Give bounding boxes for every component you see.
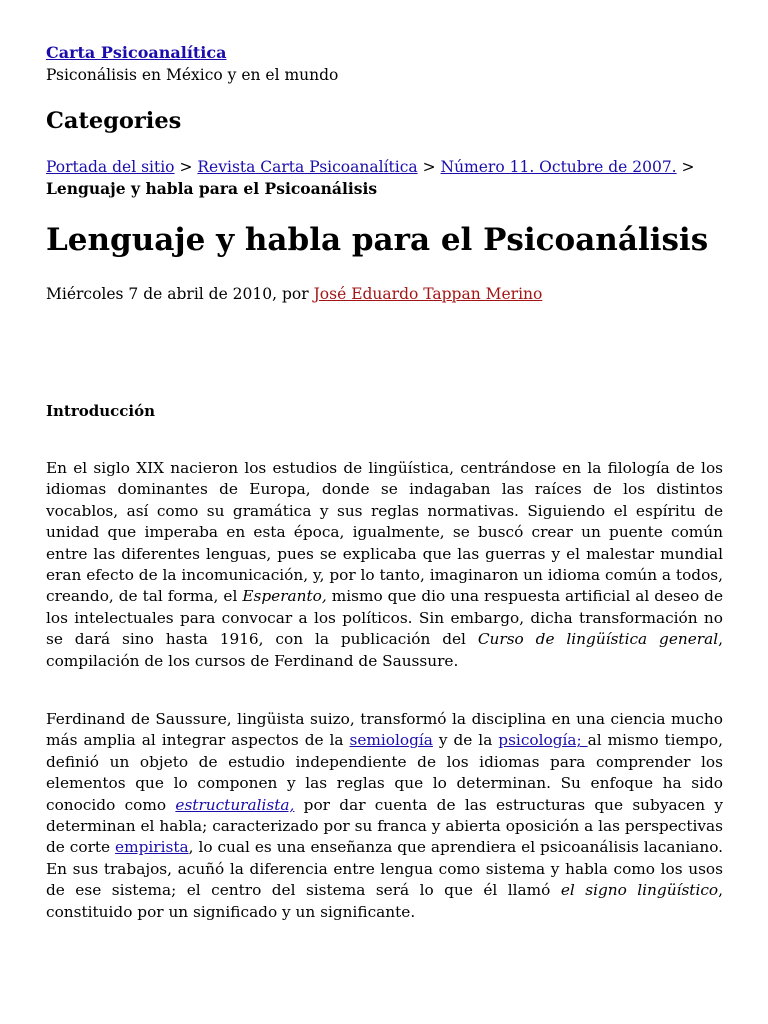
site-subtitle: Psiconálisis en México y en el mundo bbox=[46, 66, 339, 84]
estructuralista-emphasis: estructuralista, bbox=[175, 795, 295, 814]
breadcrumb bbox=[46, 157, 723, 200]
breadcrumb-issue-link[interactable]: Número 11. Octubre de 2007. bbox=[440, 158, 677, 176]
article-byline bbox=[46, 284, 542, 304]
paragraph-text: , lo cual es una enseñanza que aprendiera el psicoanálisis lacaniano. En sus trabajos, acuñó la diferencia entre lengua como sistema y habla como los usos de ese sistema; el centro del sistema será lo que él llamó bbox=[46, 838, 724, 900]
paragraph-text: En el siglo XIX nacieron los estudios de lingüística, centrándose en la filología de los idiomas dominantes de Europa, donde se indagaban las raíces de los distintos vocablos, así como su gramática y sus reglas normativas. Siguiendo el espíritu de unidad que imperaba en esta época, igualmente, se buscó crear un puente común entre las diferentes lenguas, pues se explicaba que las guerras y el malestar mundial eran efecto de la incomunicación, y, por lo tanto, imaginaron un idioma común a todos, creando, de tal forma, el bbox=[46, 459, 723, 606]
byline-date: Miércoles 7 de abril de 2010, por bbox=[46, 285, 309, 303]
article-paragraph-2 bbox=[46, 709, 723, 923]
curso-emphasis: Curso de lingüística general bbox=[477, 630, 719, 649]
estructuralista-link[interactable] bbox=[175, 796, 294, 814]
signo-emphasis: el signo lingüístico bbox=[560, 881, 719, 900]
paragraph-text: mismo que dio una respuesta artificial al deseo de los intelectuales para convocar a los políticos. Sin embargo, dicha transformación no se dará sino hasta 1916, con la publicación del bbox=[46, 587, 723, 649]
author-link[interactable]: José Eduardo Tappan Merino bbox=[313, 285, 543, 303]
paragraph-text: , constituido por un significado y un significante. bbox=[46, 881, 723, 921]
article-title: Lenguaje y habla para el Psicoanálisis bbox=[46, 222, 709, 258]
section-heading: Introducción bbox=[46, 402, 156, 420]
breadcrumb-separator: > bbox=[179, 158, 193, 176]
paragraph-text: por dar cuenta de las estructuras que subyacen y determinan el habla; caracterizado por su franca y abierta oposición a las perspectivas de corte bbox=[46, 795, 724, 857]
psicologia-link[interactable]: psicología; bbox=[498, 731, 588, 750]
article-paragraph-1 bbox=[46, 458, 723, 672]
paragraph-text: y de la bbox=[432, 731, 499, 750]
paragraph-text: Ferdinand de Saussure, lingüista suizo, transformó la disciplina en una ciencia mucho más amplia al integrar aspectos de la bbox=[46, 710, 723, 750]
breadcrumb-current: Lenguaje y habla para el Psicoanálisis bbox=[46, 179, 378, 198]
paragraph-text: , compilación de los cursos de Ferdinand de Saussure. bbox=[46, 630, 723, 670]
site-title-link[interactable]: Carta Psicoanalítica bbox=[46, 43, 227, 62]
semiologia-link[interactable]: semiología bbox=[349, 731, 433, 750]
breadcrumb-home-link[interactable]: Portada del sitio bbox=[46, 158, 175, 176]
breadcrumb-separator: > bbox=[422, 158, 436, 176]
categories-heading: Categories bbox=[46, 108, 182, 134]
empirista-link[interactable]: empirista bbox=[115, 838, 189, 857]
paragraph-text: al mismo tiempo, definió un objeto de estudio independiente de los idiomas para comprender los elementos que lo componen y las reglas que lo determinan. Su enfoque ha sido conocido como bbox=[46, 731, 723, 814]
esperanto-emphasis: Esperanto, bbox=[242, 587, 327, 606]
breadcrumb-separator: > bbox=[681, 158, 695, 176]
breadcrumb-revista-link[interactable]: Revista Carta Psicoanalítica bbox=[197, 158, 418, 176]
